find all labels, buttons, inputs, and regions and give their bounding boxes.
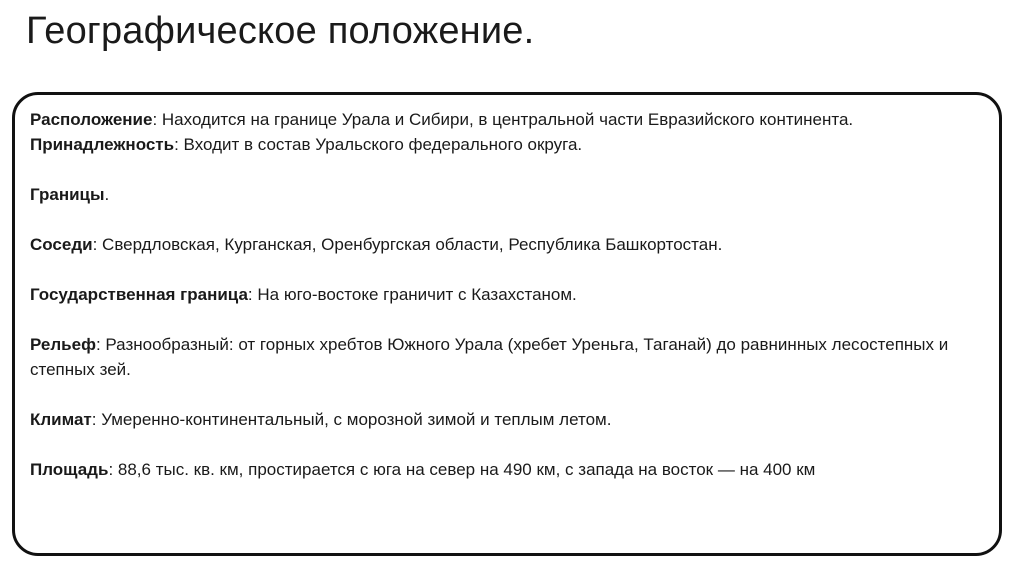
climate-paragraph — [30, 407, 999, 432]
spacer — [30, 157, 999, 182]
neighbors-label: Соседи — [30, 235, 93, 254]
spacer — [30, 207, 999, 232]
relief-label: Рельеф — [30, 335, 96, 354]
affiliation-text: : Входит в состав Уральского федерального округа. — [174, 135, 583, 154]
spacer — [30, 382, 999, 407]
climate-label: Климат — [30, 410, 92, 429]
affiliation-label: Принадлежность — [30, 135, 175, 154]
relief-paragraph — [30, 332, 960, 382]
area-label: Площадь — [30, 460, 109, 479]
neighbors-paragraph — [30, 232, 999, 257]
content-box — [12, 92, 1002, 556]
area-text: : 88,6 тыс. кв. км, простирается с юга на север на 490 км, с запада на восток — на 400 км — [108, 460, 816, 479]
spacer — [30, 257, 999, 282]
page-title: Географическое положение. — [26, 10, 535, 52]
relief-text: : Разнообразный: от горных хребтов Южного Урала (хребет Уреньга, Таганай) до равнинных лесостепных и степных зей. — [30, 335, 949, 379]
borders-label: Границы — [30, 185, 105, 204]
neighbors-text: : Свердловская, Курганская, Оренбургская области, Республика Башкортостан. — [92, 235, 723, 254]
affiliation-paragraph — [30, 132, 999, 157]
state-border-paragraph — [30, 282, 999, 307]
state-border-label: Государственная граница — [30, 285, 248, 304]
borders-paragraph — [30, 182, 999, 207]
area-paragraph — [30, 457, 999, 482]
state-border-text: : На юго-востоке граничит с Казахстаном. — [247, 285, 577, 304]
climate-text: : Умеренно-континентальный, с морозной зимой и теплым летом. — [91, 410, 612, 429]
spacer — [30, 432, 999, 457]
borders-text: . — [104, 185, 110, 204]
location-text: : Находится на границе Урала и Сибири, в центральной части Евразийского континента. — [152, 110, 854, 129]
spacer — [30, 307, 999, 332]
location-label: Расположение — [30, 110, 153, 129]
location-paragraph — [30, 107, 999, 132]
